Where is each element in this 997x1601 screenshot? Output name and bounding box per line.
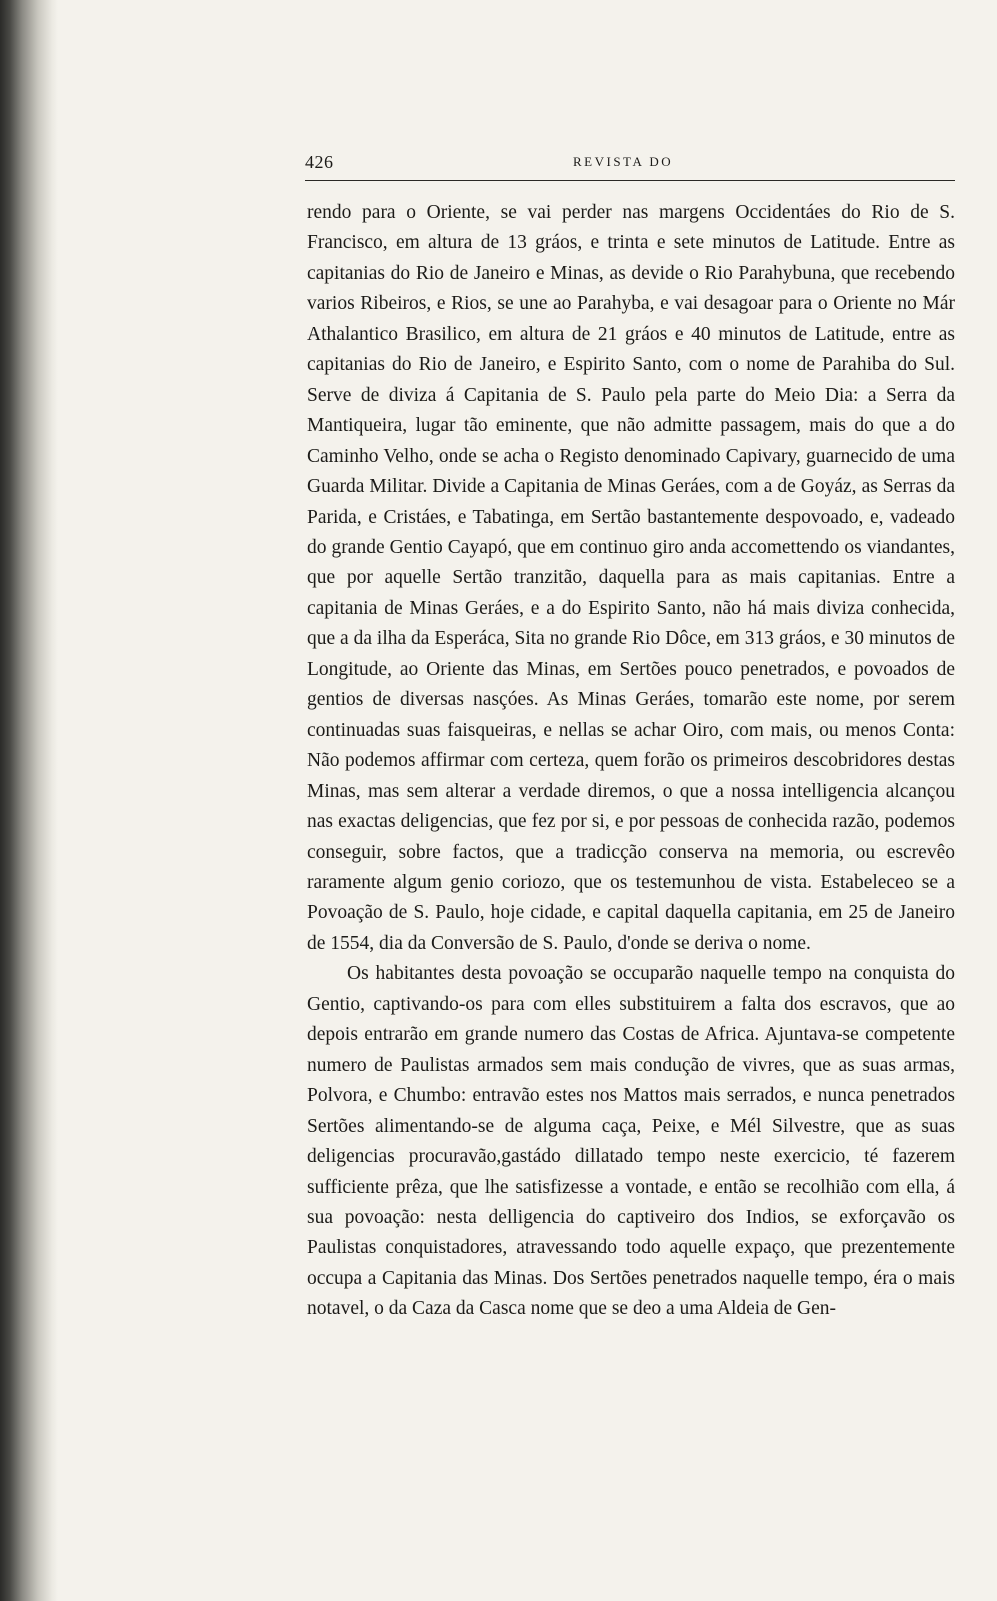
paragraph-2: Os habitantes desta povoação se occuparão naquelle tempo na conquista do Gentio, captivando-os para com elles substituirem a falta dos escravos, que ao depois entrarão em grande numero das Costas de Africa. Ajuntava-se competente numero de Paulistas armados sem mais condução de vivres, que as suas armas, Polvora, e Chumbo: entravão estes nos Mattos mais serrados, e nunca penetrados Sertões alimentando-se de alguma caça, Peixe, e Mél Silvestre, que as suas deligencias procuravão,gastádo dillatado tempo neste exercicio, té fazerem sufficiente prêza, que lhe satisfizesse a vontade, e então se recolhião com ella, á sua povoação: nesta delligencia do captiveiro dos Indios, se exforçavão os Paulistas conquistadores, atravessando todo aquelle expaço, que prezentemente occupa a Capitania das Minas. Dos Sertões penetrados naquelle tempo, éra o mais notavel, o da Caza da Casca nome que se deo a uma Aldeia de Gen- [307,963,955,1320]
paragraph-1: rendo para o Oriente, se vai perder nas margens Occidentáes do Rio de S. Francisco, em altura de 13 gráos, e trinta e sete minutos de Latitude. Entre as capitanias do Rio de Janeiro e Minas, as devide o Rio Parahybuna, que recebendo varios Ribeiros, e Rios, se une ao Parahyba, e vai desagoar para o Oriente no Már Athalantico Brasilico, em altura de 21 gráos e 40 minutos de Latitude, entre as capitanias do Rio de Janeiro, e Espirito Santo, com o nome de Parahiba do Sul. Serve de diviza á Capitania de S. Paulo pela parte do Meio Dia: a Serra da Mantiqueira, lugar tão eminente, que não admitte passagem, mais do que a do Caminho Velho, onde se acha o Registo denominado Capivary, guarnecido de uma Guarda Militar. Divide a Capitania de Minas Geráes, com a de Goyáz, as Serras da Parida, e Cristáes, e Tabatinga, em Sertão bastantemente despovoado, e, vadeado do grande Gentio Cayapó, que em continuo giro anda accomettendo os viandantes, que por aquelle Sertão tranzitão, daquella para as mais capitanias. Entre a capitania de Minas Geráes, e a do Espirito Santo, não há mais diviza conhecida, que a da ilha da Esperáca, Sita no grande Rio Dôce, em 313 gráos, e 30 minutos de Longitude, ao Oriente das Minas, em Sertões pouco penetrados, e povoados de gentios de diversas nasçóes. As Minas Geráes, tomarão este nome, por serem continuadas suas faisqueiras, e nellas se achar Oiro, com mais, ou menos Conta: Não podemos affirmar com certeza, quem forão os primeiros descobridores destas Minas, mas sem alterar a verdade diremos, o que a nossa intelligencia alcançou nas exactas deligencias, que fez por si, e por pessoas de conhecida razão, podemos conseguir, sobre factos, que a tradicção conserva na memoria, ou escrevêo raramente algum genio coriozo, que os testemunhou de vista. Estabeleceo se a Povoação de S. Paulo, hoje cidade, e capital daquella capitania, em 25 de Janeiro de 1554, dia da Conversão de S. Paulo, d'onde se deriva o nome. [307,202,955,954]
page-binding-edge [0,0,58,1601]
page-number: 426 [305,152,334,172]
page-header [305,150,955,181]
running-title: REVISTA DO [573,154,674,169]
body-text [307,198,955,1325]
